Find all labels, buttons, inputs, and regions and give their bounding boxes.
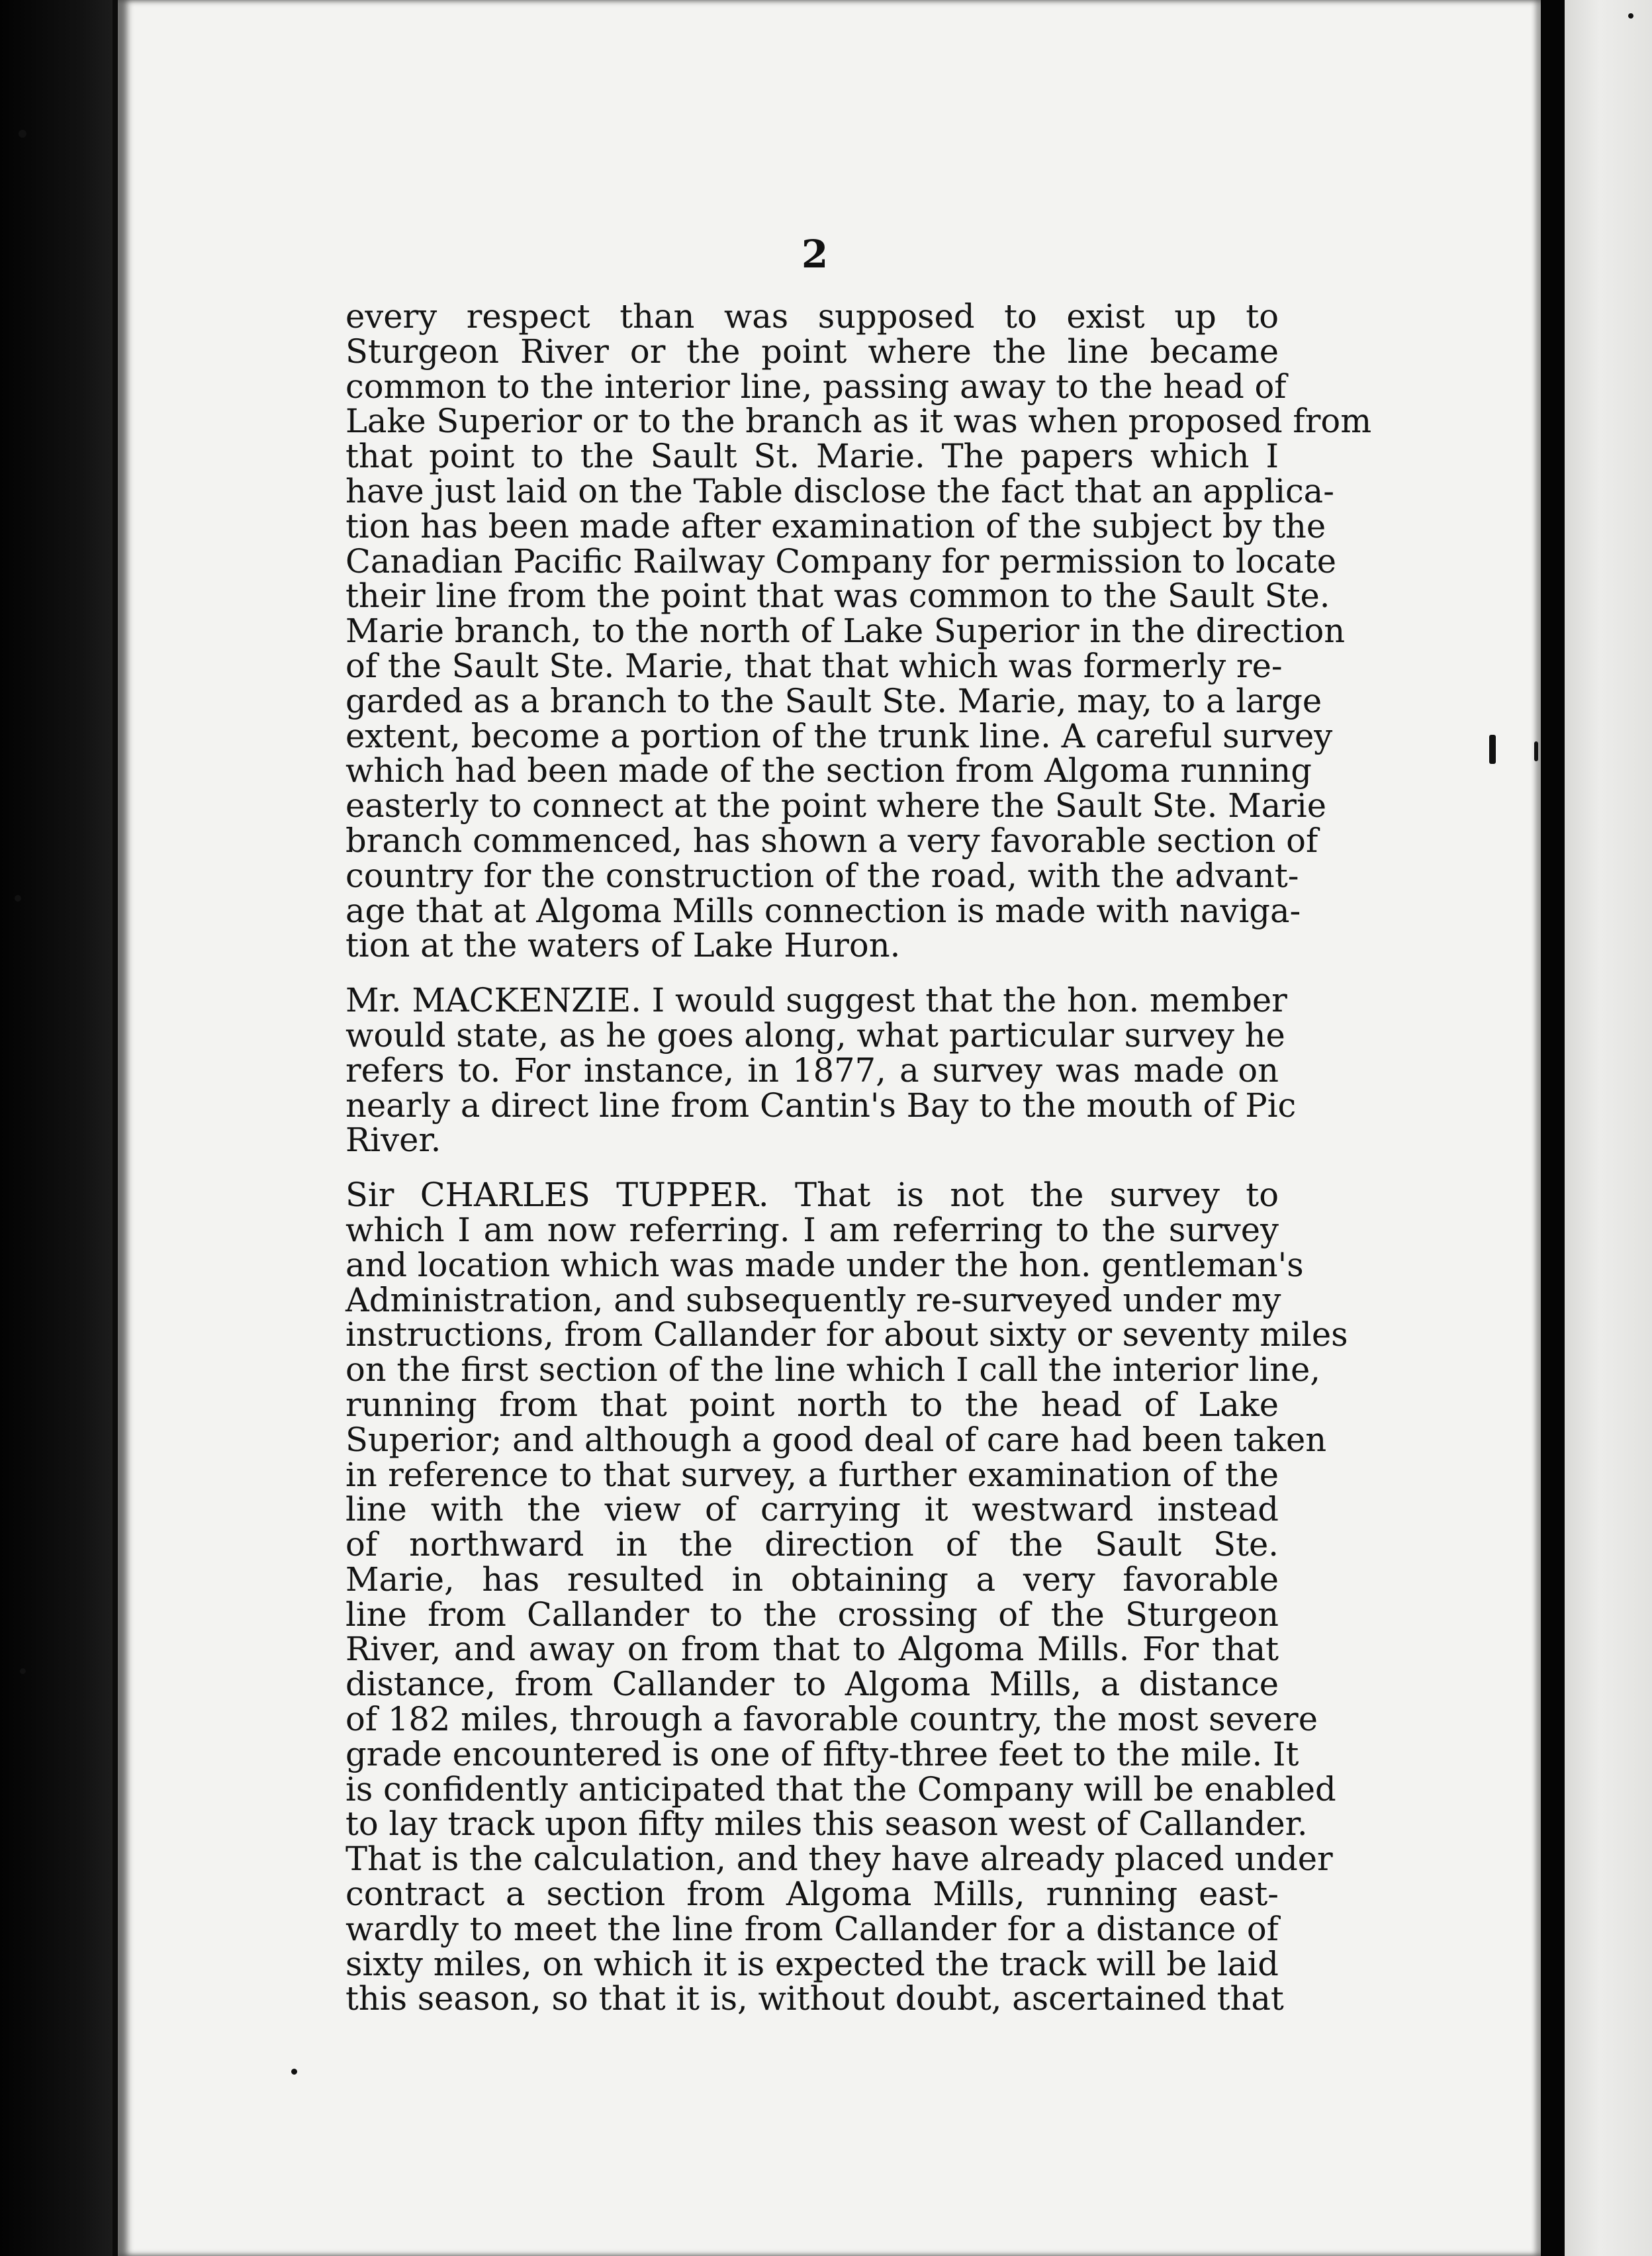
text-line: Sturgeon River or the point where the line became — [345, 332, 1279, 371]
text-line: have just laid on the Table disclose the fact that an applica- — [345, 471, 1334, 510]
dust-speck — [20, 1668, 26, 1674]
text-line: this season, so that it is, without doubt, ascertained that — [345, 1979, 1284, 2018]
text-line: That is the calculation, and they have already placed under — [345, 1840, 1333, 1879]
text-line: common to the interior line, passing away to the head of — [345, 367, 1287, 406]
edge-mark — [1534, 741, 1538, 761]
edge-mark — [1489, 735, 1496, 764]
text-line: instructions, from Callander for about sixty or seventy miles — [345, 1315, 1348, 1354]
text-line: tion has been made after examination of the subject by the — [345, 506, 1326, 545]
dust-speck — [291, 2069, 297, 2075]
text-line: contract a section from Algoma Mills, running east- — [345, 1875, 1279, 1914]
text-line: of northward in the direction of the Sault Ste. — [345, 1525, 1279, 1564]
text-line: Marie, has resulted in obtaining a very favorable — [345, 1560, 1279, 1599]
text-line: every respect than was supposed to exist up to — [345, 297, 1279, 336]
text-line: Lake Superior or to the branch as it was when proposed from — [345, 402, 1372, 441]
text-line: refers to. For instance, in 1877, a survey was made on — [345, 1051, 1279, 1090]
text-line: would state, as he goes along, what particular survey he — [345, 1015, 1285, 1055]
text-line: tion at the waters of Lake Huron. — [345, 926, 901, 965]
text-line: country for the construction of the road, with the advant- — [345, 856, 1299, 895]
text-line: sixty miles, on which it is expected the track will be laid — [345, 1944, 1279, 1983]
text-line: Superior; and although a good deal of care had been taken — [345, 1420, 1327, 1459]
body-text — [345, 297, 1372, 2018]
dust-speck — [19, 130, 26, 138]
text-line: River, and away on from that to Algoma Mills. For that — [345, 1630, 1279, 1669]
text-line: distance, from Callander to Algoma Mills, a distance — [345, 1665, 1279, 1704]
adjacent-page-edge — [1565, 0, 1652, 2256]
paragraph-gap — [345, 1158, 1279, 1178]
text-line: extent, become a portion of the trunk line. A careful survey — [345, 716, 1333, 755]
text-line: Administration, and subsequently re-surveyed under my — [345, 1280, 1281, 1319]
text-line: easterly to connect at the point where the Sault Ste. Marie — [345, 786, 1327, 825]
text-line: in reference to that survey, a further examination of the — [345, 1455, 1279, 1494]
text-line: Marie branch, to the north of Lake Superior in the direction — [345, 612, 1346, 651]
text-line: on the first section of the line which I call the interior line, — [345, 1350, 1321, 1389]
text-line: which I am now referring. I am referring to the survey — [345, 1210, 1279, 1249]
text-line: garded as a branch to the Sault Ste. Marie, may, to a large — [345, 681, 1322, 720]
dust-speck — [1628, 13, 1633, 19]
book-gutter — [1541, 0, 1565, 2256]
paragraph-gap — [345, 963, 1279, 983]
text-line: grade encountered is one of fifty-three feet to the mile. It — [345, 1734, 1299, 1773]
text-line: branch commenced, has shown a very favorable section of — [345, 821, 1318, 860]
text-line: that point to the Sault St. Marie. The papers which I — [345, 437, 1279, 476]
text-line: to lay track upon fifty miles this season west of Callander. — [345, 1805, 1308, 1844]
text-line: wardly to meet the line from Callander for a distance of — [345, 1909, 1279, 1948]
text-line: of 182 miles, through a favorable country, the most severe — [345, 1700, 1318, 1739]
text-line: of the Sault Ste. Marie, that that which was formerly re- — [345, 646, 1283, 685]
text-line: Sir CHARLES TUPPER. That is not the survey to — [345, 1176, 1279, 1215]
text-line: their line from the point that was common to the Sault Ste. — [345, 577, 1330, 616]
text-line: line with the view of carrying it westward instead — [345, 1490, 1279, 1529]
text-line: Mr. MACKENZIE. I would suggest that the hon. member — [345, 981, 1287, 1020]
text-line: line from Callander to the crossing of the Sturgeon — [345, 1595, 1279, 1634]
dust-speck — [15, 895, 21, 902]
text-line: nearly a direct line from Cantin's Bay to the mouth of Pic — [345, 1086, 1297, 1125]
text-line: Canadian Pacific Railway Company for permission to locate — [345, 541, 1337, 581]
scan-left-border — [0, 0, 113, 2256]
text-line: and location which was made under the hon. gentleman's — [345, 1245, 1304, 1284]
text-line: running from that point north to the head of Lake — [345, 1385, 1279, 1424]
text-line: River. — [345, 1121, 441, 1160]
page-number: 2 — [801, 232, 829, 277]
text-line: is confidently anticipated that the Company will be enabled — [345, 1769, 1336, 1809]
text-line: age that at Algoma Mills connection is made with naviga- — [345, 891, 1301, 930]
text-line: which had been made of the section from Algoma running — [345, 751, 1312, 790]
